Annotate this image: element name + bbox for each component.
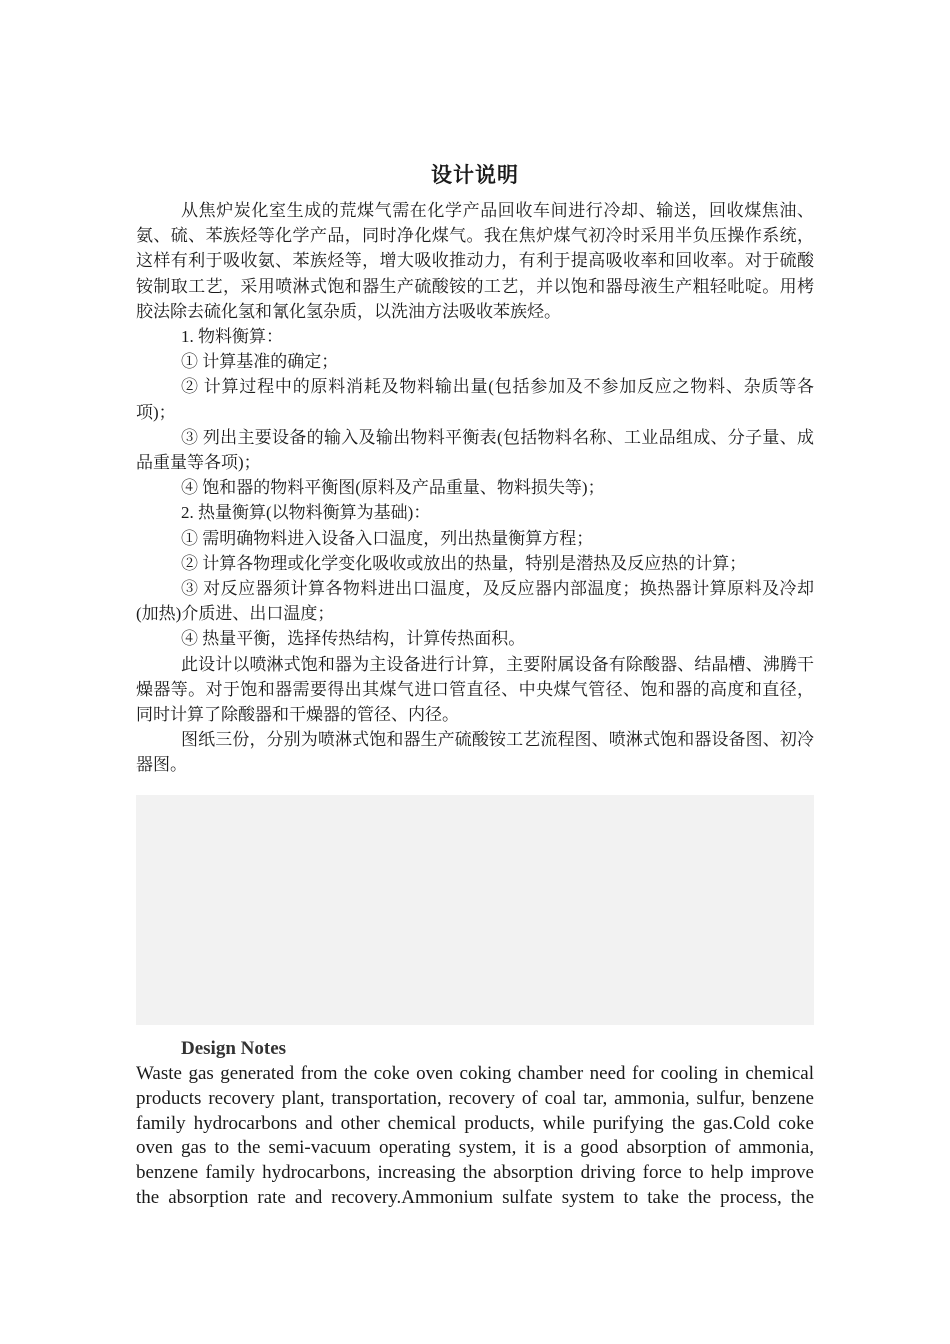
- cn-paragraph: 2. 热量衡算(以物料衡算为基础)：: [181, 503, 431, 523]
- cn-paragraph: 从焦炉炭化室生成的荒煤气需在化学产品回收车间进行冷却、输送，回收煤焦油、氨、硫、苯族烃等化学产品，同时净化煤气。我在焦炉煤气初冷时采用半负压操作系统，这样有利于吸收氨、苯族烃等，增大吸收推动力，有利于提高吸收率和回收率。对于硫酸铵制取工艺，采用喷淋式饱和器生产硫酸铵的工艺，并以饱和器母液生产粗轻吡啶。用栲胶法除去硫化氢和氰化氢杂质，以洗油方法吸收苯族烃。: [136, 201, 814, 321]
- cn-paragraph: ② 计算过程中的原料消耗及物料输出量(包括参加及不参加反应之物料、杂质等各项)；: [136, 377, 814, 422]
- figure-placeholder: [136, 795, 814, 1025]
- chinese-body: [136, 198, 814, 778]
- cn-paragraph: 此设计以喷淋式饱和器为主设备进行计算，主要附属设备有除酸器、结晶槽、沸腾干燥器等。对于饱和器需要得出其煤气进口管直径、中央煤气管径、饱和器的高度和直径，同时计算了除酸器和干燥器的管径、内径。: [136, 654, 814, 725]
- cn-paragraph: ② 计算各物理或化学变化吸收或放出的热量，特别是潜热及反应热的计算；: [181, 553, 747, 573]
- cn-paragraph: ① 需明确物料进入设备入口温度，列出热量衡算方程；: [181, 528, 594, 548]
- cn-paragraph: 图纸三份，分别为喷淋式饱和器生产硫酸铵工艺流程图、喷淋式饱和器设备图、初冷器图。: [136, 730, 814, 775]
- cn-paragraph: ④ 饱和器的物料平衡图(原料及产品重量、物料损失等)；: [181, 478, 605, 498]
- cn-paragraph: ④ 热量平衡，选择传热结构，计算传热面积。: [181, 629, 526, 649]
- page-title: 设计说明: [431, 163, 519, 187]
- cn-paragraph: ③ 对反应器须计算各物料进出口温度，及反应器内部温度；换热器计算原料及冷却(加热)介质进、出口温度；: [136, 579, 814, 624]
- english-heading: Design Notes: [181, 1038, 287, 1059]
- cn-paragraph: 1. 物料衡算：: [181, 327, 283, 347]
- cn-paragraph: ① 计算基准的确定；: [181, 352, 339, 372]
- english-paragraph: Waste gas generated from the coke oven coking chamber need for cooling in chemical products recovery plant, transportation, recovery of coal tar, ammonia, sulfur, benzene family hydrocarbons and other chemical products, while purifying the gas.Cold coke oven gas to the semi-vacuum operating system, it is a good absorption of ammonia, benzene family hydrocarbons, increasing the absorption driving force to help improve the absorption rate and recovery.Ammonium sulfate system to take the process, the: [136, 1063, 814, 1208]
- cn-paragraph: ③ 列出主要设备的输入及输出物料平衡表(包括物料名称、工业品组成、分子量、成品重量等各项)；: [136, 427, 814, 473]
